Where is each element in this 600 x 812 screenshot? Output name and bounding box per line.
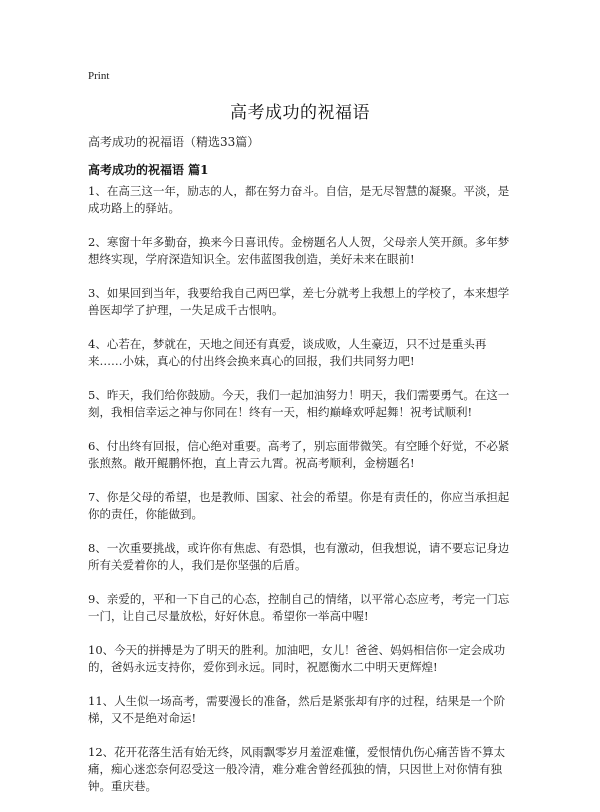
blessing-item: 11、人生似一场高考，需要漫长的准备，然后是紧张却有序的过程，结果是一个阶梯，又不是绝对命运! bbox=[88, 694, 506, 725]
blessing-item: 3、如果回到当年，我要给我自己两巴掌，差七分就考上我想上的学校了，本来想学兽医却学了护理，一失足成千古恨呐。 bbox=[88, 286, 510, 317]
print-link[interactable]: Print bbox=[88, 70, 110, 82]
blessing-item: 4、心若在，梦就在，天地之间还有真爱，谈成败，人生豪迈，只不过是重头再来……小妹，真心的付出终会换来真心的回报，我们共同努力吧! bbox=[88, 337, 487, 368]
blessing-item: 2、寒窗十年多勤奋，换来今日喜讯传。金榜题名人人贺，父母亲人笑开颜。多年梦想终实现，学府深造知识全。宏伟蓝图我创造，美好未来在眼前! bbox=[88, 235, 510, 266]
blessing-list bbox=[88, 183, 520, 812]
blessing-item: 7、你是父母的希望，也是教师、国家、社会的希望。你是有责任的，你应当承担起你的责任，你能做到。 bbox=[88, 490, 510, 521]
blessing-item: 5、昨天，我们给你鼓励。今天，我们一起加油努力！明天，我们需要勇气。在这一刻，我相信幸运之神与你同在！终有一天，相约巅峰欢呼起舞！祝考试顺利! bbox=[88, 388, 510, 419]
blessing-item: 9、亲爱的，平和一下自己的心态，控制自己的情绪，以平常心态应考，考完一门忘一门，让自己尽量放松，好好休息。希望你一举高中喔! bbox=[88, 592, 510, 623]
page-title: 高考成功的祝福语 bbox=[230, 103, 370, 123]
section-heading: 高考成功的祝福语 篇1 bbox=[88, 163, 209, 177]
blessing-item: 6、付出终有回报，信心绝对重要。高考了，别忘面带微笑。有空睡个好觉，不必紧张煎熬。敞开鲲鹏怀抱，直上青云九霄。祝高考顺利，金榜题名! bbox=[88, 439, 510, 470]
document-subtitle: 高考成功的祝福语（精选33篇） bbox=[88, 135, 260, 149]
blessing-item: 12、花开花落生活有始无终，风雨飘零岁月羞涩难懂，爱恨情仇伤心痛苦皆不算太痛，痴心迷恋奈何忍受这一般冷清，难分难舍曾经孤独的情，只因世上对你情有独钟。重庆巷。 bbox=[88, 745, 506, 793]
blessing-item: 1、在高三这一年，励志的人，都在努力奋斗。自信，是无尽智慧的凝聚。平淡，是成功路上的驿站。 bbox=[88, 184, 510, 215]
blessing-item: 8、一次重要挑战，或许你有焦虑、有恐惧，也有激动，但我想说，请不要忘记身边所有关爱着你的人，我们是你坚强的后盾。 bbox=[88, 541, 510, 572]
blessing-item: 10、今天的拼搏是为了明天的胜利。加油吧，女儿！爸爸、妈妈相信你一定会成功的，爸妈永远支持你，爱你到永远。同时，祝愿衡水二中明天更辉煌! bbox=[88, 643, 506, 674]
